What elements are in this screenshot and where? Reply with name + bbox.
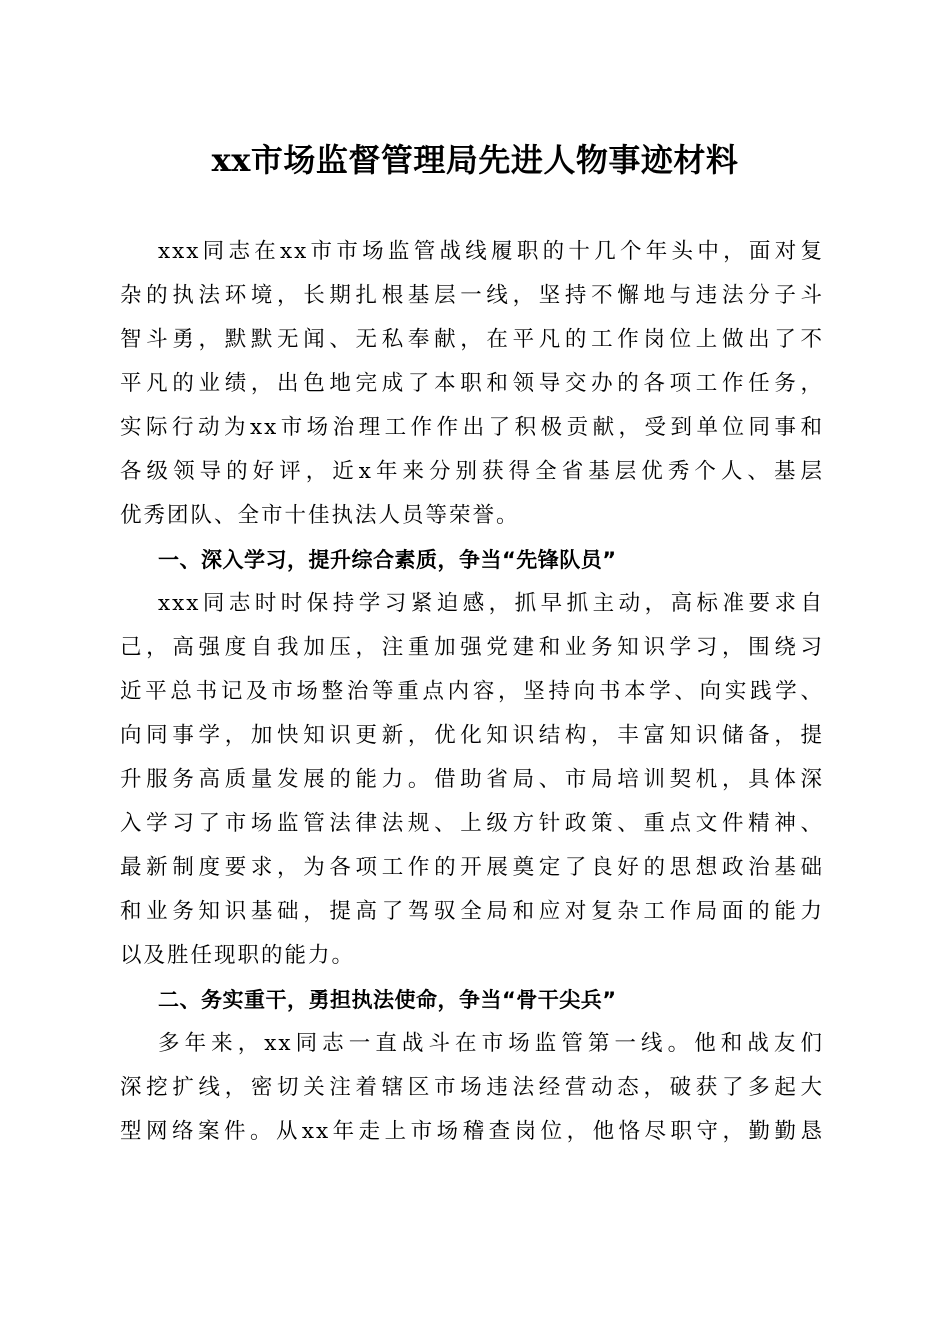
paragraph-line: 深挖扩线，密切关注着辖区市场违法经营动态，破获了多起大 <box>120 1075 824 1100</box>
paragraph-line: xxx同志在xx市市场监管战线履职的十几个年头中，面对复 <box>158 239 824 264</box>
paragraph-line: 实际行动为xx市场治理工作作出了积极贡献，受到单位同事和 <box>120 415 824 440</box>
paragraph-line: xxx同志时时保持学习紧迫感，抓早抓主动，高标准要求自 <box>158 591 824 616</box>
paragraph-line: 各级领导的好评，近x年来分别获得全省基层优秀个人、基层 <box>120 459 824 484</box>
paragraph-line: 以及胜任现职的能力。 <box>120 943 356 968</box>
document-body <box>120 230 824 1154</box>
paragraph-line: 己，高强度自我加压，注重加强党建和业务知识学习，围绕习 <box>120 635 824 660</box>
paragraph-line: 平凡的业绩，出色地完成了本职和领导交办的各项工作任务， <box>120 371 824 396</box>
section-heading: 一、深入学习，提升综合素质，争当“先锋队员” <box>158 548 617 572</box>
paragraph-line: 杂的执法环境，长期扎根基层一线，坚持不懈地与违法分子斗 <box>120 283 824 308</box>
paragraph-line: 优秀团队、全市十佳执法人员等荣誉。 <box>120 503 520 528</box>
paragraph-line: 智斗勇，默默无闻、无私奉献，在平凡的工作岗位上做出了不 <box>120 327 824 352</box>
paragraph-line: 升服务高质量发展的能力。借助省局、市局培训契机，具体深 <box>120 767 824 792</box>
section-heading: 二、务实重干，勇担执法使命，争当“骨干尖兵” <box>158 988 617 1012</box>
paragraph-line: 向同事学，加快知识更新，优化知识结构，丰富知识储备，提 <box>120 723 824 748</box>
document-title: xx市场监督管理局先进人物事迹材料 <box>211 141 739 179</box>
paragraph-line: 近平总书记及市场整治等重点内容，坚持向书本学、向实践学、 <box>120 679 824 704</box>
paragraph-line: 型网络案件。从xx年走上市场稽查岗位，他恪尽职守，勤勤恳 <box>120 1119 824 1144</box>
paragraph-line: 最新制度要求，为各项工作的开展奠定了良好的思想政治基础 <box>120 855 824 880</box>
paragraph-line: 多年来，xx同志一直战斗在市场监管第一线。他和战友们 <box>158 1031 824 1056</box>
paragraph-line: 入学习了市场监管法律法规、上级方针政策、重点文件精神、 <box>120 811 824 836</box>
paragraph-line: 和业务知识基础，提高了驾驭全局和应对复杂工作局面的能力 <box>120 899 824 924</box>
